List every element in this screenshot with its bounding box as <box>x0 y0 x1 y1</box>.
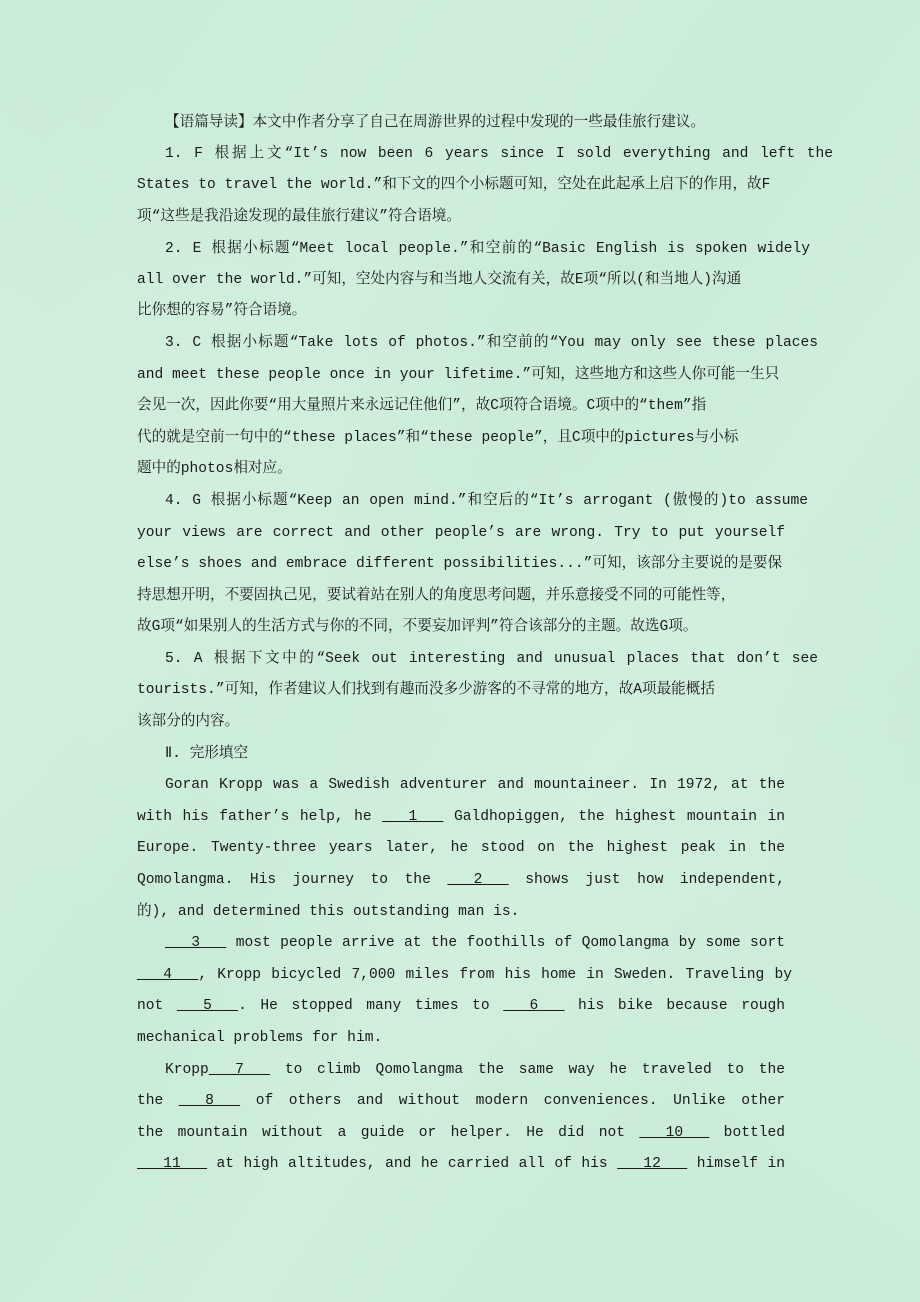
cloze-blank-4: 4 <box>137 967 199 983</box>
text-line <box>137 206 461 228</box>
text-line <box>137 364 779 386</box>
text-segment: 2. E 根据小标题“Meet local people.”和空前的“Basic English is spoken widely <box>165 241 810 257</box>
text-segment: not <box>137 998 177 1014</box>
text-segment: to climb Qomolangma the same way he traveled to the <box>284 1062 785 1078</box>
text-segment: 持思想开明，不要固执己见，要试着站在别人的角度思考问题，并乐意接受不同的可能性等， <box>137 588 736 604</box>
text-segment: Galdhopiggen, the highest mountain in <box>453 809 785 825</box>
text-segment: of others and without modern conveniences. Unlike other <box>240 1093 785 1109</box>
text-segment: Goran Kropp was a Swedish adventurer and mountaineer. In 1972, at the <box>165 777 785 793</box>
text-segment: 项“这些是我沿途发现的最佳旅行建议”符合语境。 <box>137 209 461 225</box>
cloze-blank-10: 10 <box>639 1125 710 1141</box>
text-line <box>137 174 770 196</box>
text-segment: the <box>137 1093 179 1109</box>
text-segment: most people arrive at the foothills of Qomolangma by some sort <box>235 935 785 951</box>
text-line <box>137 1122 785 1144</box>
text-segment: 代的就是空前一句中的“these places”和“these people”，且C项中的pictures与小标 <box>137 430 739 446</box>
text-line <box>137 616 697 638</box>
text-line <box>165 332 818 354</box>
text-segment: all over the world.”可知，空处内容与和当地人交流有关，故E项“所以(和当地人)沟通 <box>137 272 742 288</box>
text-line <box>137 553 782 575</box>
cloze-blank-7: 7 <box>208 1062 271 1078</box>
text-segment: 5. A 根据下文中的“Seek out interesting and unusual places that don’t see <box>165 651 818 667</box>
text-segment: shows just how independent, <box>525 872 785 888</box>
text-segment: himself in <box>696 1156 785 1172</box>
text-line <box>137 901 519 923</box>
text-line <box>137 300 306 322</box>
text-segment: at high altitudes, and he carried all of his <box>207 1156 618 1172</box>
cloze-blank-6: 6 <box>503 998 565 1014</box>
text-segment: 故G项“如果别人的生活方式与你的不同，不要妄加评判”符合该部分的主题。故选G项。 <box>137 619 698 635</box>
text-segment: with his father’s help, he <box>137 809 383 825</box>
text-line <box>137 679 715 701</box>
text-line <box>165 112 705 134</box>
text-segment: 题中的photos相对应。 <box>137 461 292 477</box>
text-segment: bottled <box>723 1125 785 1141</box>
text-segment: mechanical problems for him. <box>137 1030 383 1046</box>
text-line <box>165 932 785 954</box>
cloze-blank-12: 12 <box>617 1156 688 1172</box>
text-segment: 1. F 根据上文“It’s now been 6 years since I sold everything and left the <box>165 146 833 162</box>
text-segment: 比你想的容易”符合语境。 <box>137 303 307 319</box>
text-segment: tourists.”可知，作者建议人们找到有趣而没多少游客的不寻常的地方，故A项最能概括 <box>137 682 715 698</box>
text-segment: 的), and determined this outstanding man is. <box>137 904 520 920</box>
text-segment: his bike because rough <box>578 998 785 1014</box>
text-line <box>137 964 792 986</box>
text-line <box>165 490 808 512</box>
cloze-blank-5: 5 <box>176 998 239 1014</box>
text-segment: Ⅱ. 完形填空 <box>165 746 249 762</box>
text-line <box>165 743 248 765</box>
text-line <box>165 774 785 796</box>
text-line <box>137 1090 785 1112</box>
text-line <box>137 869 785 891</box>
text-line <box>137 269 741 291</box>
text-segment: 【语篇导读】本文中作者分享了自己在周游世界的过程中发现的一些最佳旅行建议。 <box>165 115 705 131</box>
text-line <box>165 238 810 260</box>
text-line <box>165 143 833 165</box>
text-segment: 该部分的内容。 <box>137 714 240 730</box>
text-line <box>137 1153 785 1175</box>
text-line <box>137 995 785 1017</box>
text-segment: 4. G 根据小标题“Keep an open mind.”和空后的“It’s arrogant (傲慢的)to assume <box>165 493 808 509</box>
text-segment: Kropp <box>165 1062 209 1078</box>
text-segment: else’s shoes and embrace different possibilities...”可知，该部分主要说的是要保 <box>137 556 783 572</box>
text-line <box>137 458 292 480</box>
text-line <box>137 837 785 859</box>
cloze-blank-1: 1 <box>382 809 444 825</box>
text-segment: and meet these people once in your lifetime.”可知，这些地方和这些人你可能一生只 <box>137 367 780 383</box>
text-segment: Qomolangma. His journey to the <box>137 872 448 888</box>
cloze-blank-2: 2 <box>447 872 509 888</box>
text-line <box>165 1059 785 1081</box>
text-line <box>137 806 785 828</box>
cloze-blank-8: 8 <box>178 1093 241 1109</box>
text-segment: , Kropp bicycled 7,000 miles from his home in Sweden. Traveling by <box>198 967 792 983</box>
text-line <box>137 585 735 607</box>
text-segment: Europe. Twenty-three years later, he stood on the highest peak in the <box>137 840 785 856</box>
text-line <box>165 648 818 670</box>
text-line <box>137 395 706 417</box>
text-segment: 3. C 根据小标题“Take lots of photos.”和空前的“You may only see these places <box>165 335 818 351</box>
text-line <box>137 711 239 733</box>
text-line <box>137 427 738 449</box>
text-segment: the mountain without a guide or helper. He did not <box>137 1125 640 1141</box>
text-segment: your views are correct and other people’s are wrong. Try to put yourself <box>137 525 785 541</box>
text-segment: . He stopped many times to <box>238 998 504 1014</box>
text-segment: 会见一次，因此你要“用大量照片来永远记住他们”，故C项符合语境。C项中的“them”指 <box>137 398 707 414</box>
text-line <box>137 522 785 544</box>
cloze-blank-3: 3 <box>165 935 227 951</box>
text-segment: States to travel the world.”和下文的四个小标题可知，空处在此起承上启下的作用，故F <box>137 177 771 193</box>
text-line <box>137 1027 382 1049</box>
cloze-blank-11: 11 <box>137 1156 208 1172</box>
